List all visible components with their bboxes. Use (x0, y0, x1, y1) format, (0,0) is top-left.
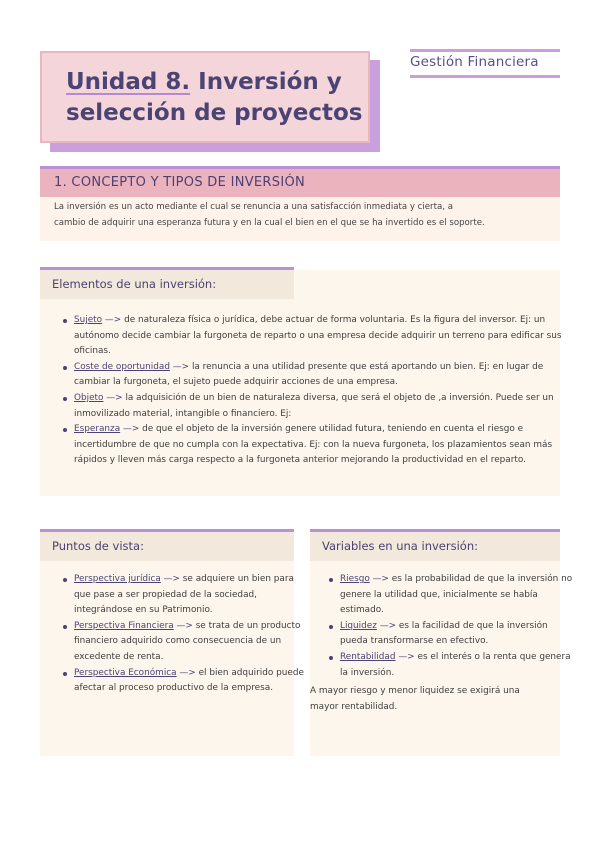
list-item: Riesgo —> es la probabilidad de que la inversión no genere la utilidad que, inicialmente se había estimado. (340, 572, 576, 619)
intro-line-2: cambio de adquirir una esperanza futura y en la cual el bien en el que se ha invertido es el soporte. (54, 217, 485, 228)
viewpoints-list (54, 572, 310, 697)
list-item: Esperanza —> de que el objeto de la inversión genere utilidad futura, teniendo en cuenta el riesgo e incertidumbre de que no cumpla con la expectativa. Ej: con la nueva furgoneta, los plazamientos sean más rápidos y lleven más carga respecto a la furgoneta anterior mejorando la productividad en el reparto. (74, 422, 572, 469)
section1-heading: 1. CONCEPTO Y TIPOS DE INVERSIÓN (40, 169, 560, 197)
section1-intro (40, 197, 560, 241)
intro-line-1: La inversión es un acto mediante el cual se renuncia a una satisfacción inmediata y cierta, a (54, 202, 453, 212)
list-item: Perspectiva Económica —> el bien adquirido puede afectar al proceso productivo de la empresa. (74, 666, 310, 697)
variables-note: A mayor riesgo y menor liquidez se exigirá una mayor rentabilidad. (310, 686, 520, 712)
item-term: Perspectiva jurídica (74, 574, 161, 584)
variables-list (320, 572, 576, 681)
title-line2: selección de proyectos (66, 100, 363, 126)
subject-rule-bottom (410, 75, 560, 78)
item-term: Perspectiva Financiera (74, 620, 174, 631)
list-item: Perspectiva jurídica —> se adquiere un bien para que pase a ser propiedad de la sociedad, integrándose en su Patrimonio. (74, 572, 310, 619)
list-item: Liquidez —> es la facilidad de que la inversión pueda transformarse en efectivo. (340, 619, 576, 650)
list-item: Coste de oportunidad —> la renuncia a una utilidad presente que está aportando un bien. Ej: en lugar de cambiar la furgoneta, el sujeto puede adquirir acciones de una empresa. (74, 360, 572, 391)
title-unit: Unidad 8. (66, 69, 191, 95)
item-term: Coste de oportunidad (74, 361, 170, 372)
title-card (40, 51, 370, 143)
item-term: Perspectiva Económica (74, 667, 177, 678)
list-item: Objeto —> la adquisición de un bien de naturaleza diversa, que será el objeto de ,a inversión. Puede ser un inmovilizado material, intangible o financiero. Ej: (74, 391, 572, 422)
item-term: Sujeto (74, 315, 103, 325)
subject-rule-top (410, 49, 560, 52)
list-item: Rentabilidad —> es el interés o la renta que genera la inversión. (340, 650, 576, 681)
elements-list (54, 313, 572, 469)
item-term: Riesgo (340, 574, 370, 584)
list-item: Perspectiva Financiera —> se trata de un producto financiero adquirido como consecuencia de un excedente de renta. (74, 619, 310, 666)
elements-heading: Elementos de una inversión: (40, 270, 294, 299)
item-term: Esperanza (74, 424, 121, 435)
page-title (66, 67, 363, 129)
title-rest-line1: Inversión y (190, 69, 342, 95)
variables-heading: Variables en una inversión: (310, 532, 560, 561)
list-item: Sujeto —> de naturaleza física o jurídica, debe actuar de forma voluntaria. Es la figura del inversor. Ej: un autónomo decide cambiar la furgoneta de reparto o una empresa decide adquirir un terreno para edificar sus oficinas. (74, 313, 572, 360)
viewpoints-heading: Puntos de vista: (40, 532, 294, 561)
subject-label: Gestión Financiera (410, 54, 539, 70)
item-term: Objeto (74, 392, 104, 403)
item-term: Liquidez (340, 620, 377, 631)
item-term: Rentabilidad (340, 651, 396, 662)
